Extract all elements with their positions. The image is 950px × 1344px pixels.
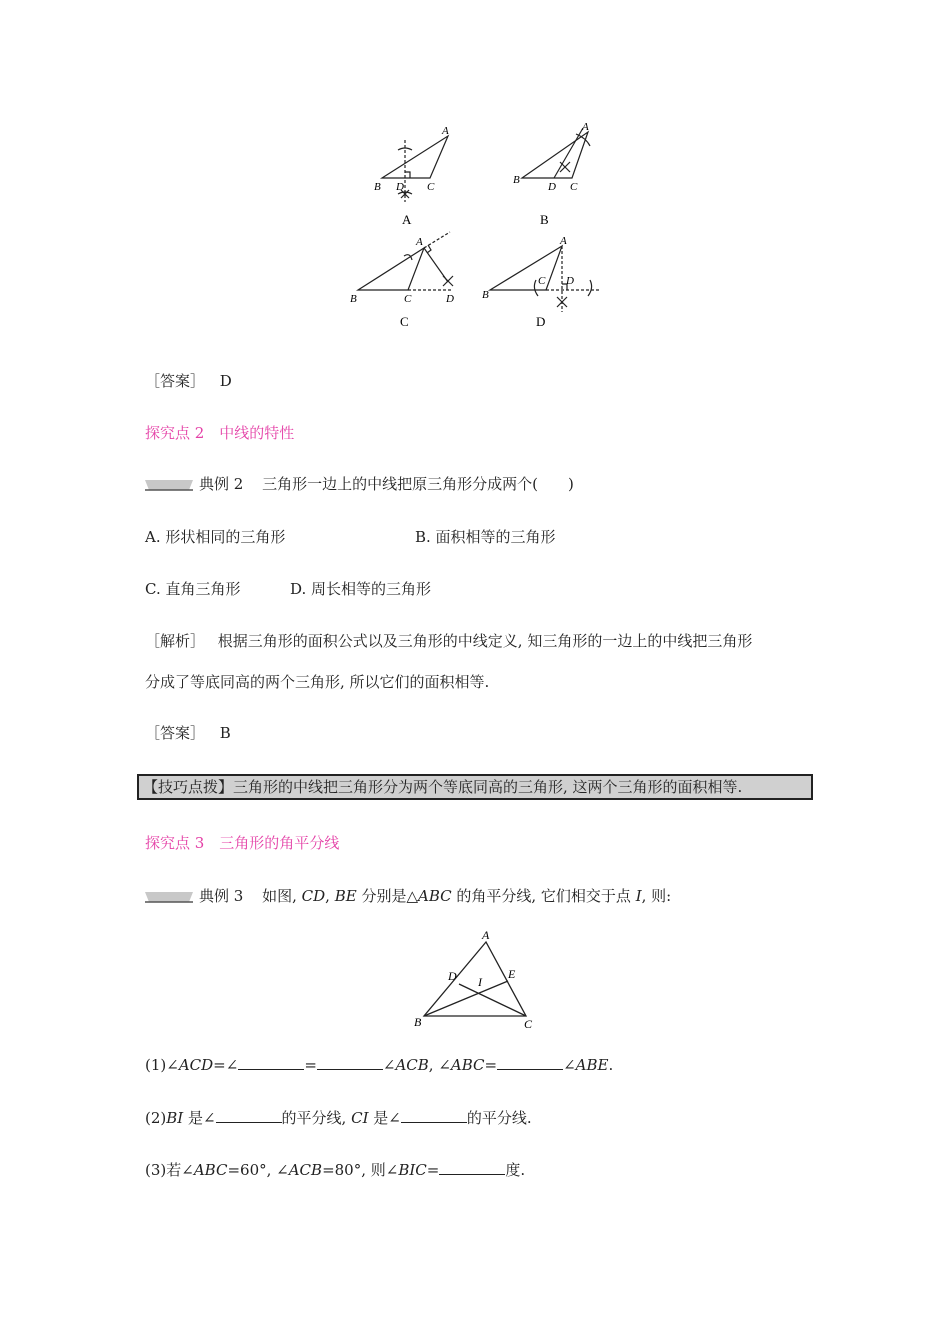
example-3-question: [145, 885, 671, 906]
bisector-cd: [459, 984, 526, 1016]
fig-d-option-label: D: [536, 314, 546, 329]
q1-prefix: (1)∠: [145, 1056, 179, 1074]
q2-ci: CI: [351, 1109, 369, 1127]
answer-label: ［答案］: [145, 724, 206, 742]
q1-acb: ∠ACB: [382, 1056, 429, 1074]
example-marker-icon: [145, 478, 193, 492]
tip-title: 【技巧点拨】: [143, 778, 234, 796]
fig3-point-i: I: [478, 975, 482, 989]
q1-eq2: =: [304, 1056, 317, 1074]
analysis-text-1: 根据三角形的面积公式以及三角形的中线定义, 知三角形的一边上的中线把三角形: [217, 632, 753, 650]
q2-mid3: 是∠: [368, 1109, 401, 1127]
question-2: [145, 1107, 532, 1128]
intro-1: 如图,: [262, 887, 302, 905]
construction-figure: [340, 120, 610, 335]
fig-d-point-b: B: [482, 289, 489, 301]
example-2-label: 典例 2: [199, 475, 244, 493]
q2-mid2: 的平分线,: [281, 1109, 352, 1127]
q3-bic: BIC: [398, 1161, 427, 1179]
fig-b-option-label: B: [540, 212, 549, 227]
answer-2: [145, 722, 231, 743]
option-b: B. 面积相等的三角形: [415, 528, 556, 546]
q1-end: .: [608, 1056, 614, 1074]
intro-i: I: [635, 887, 642, 905]
q3-end: 度.: [505, 1161, 526, 1179]
intro-cd: CD: [301, 887, 326, 905]
fig-c-point-a: A: [416, 236, 423, 248]
fig-c-point-c: C: [404, 293, 412, 305]
figure-option-c: [358, 232, 453, 290]
intro-abc: ABC: [418, 887, 452, 905]
fig-d-point-c: C: [538, 275, 546, 287]
fig-a-point-d: D: [396, 181, 404, 193]
q2-prefix: (2): [145, 1109, 167, 1127]
fig-d-point-a: A: [560, 235, 567, 247]
example-3-label: 典例 3: [199, 887, 244, 905]
answer-value: B: [219, 724, 231, 742]
q3-v2: =80°, 则∠: [322, 1161, 399, 1179]
option-c: C. 直角三角形: [145, 580, 241, 598]
fig-b-point-b: B: [513, 174, 520, 186]
q2-end: 的平分线.: [466, 1109, 532, 1127]
analysis-line-1: [145, 630, 752, 651]
fig-a-option-label: A: [402, 212, 412, 227]
triangle-bisector-figure: [410, 928, 550, 1034]
q1-comma: , ∠: [428, 1056, 451, 1074]
q3-abc: ABC: [193, 1161, 228, 1179]
fig3-point-a: A: [482, 928, 490, 942]
section-2-title: 探究点 2 中线的特性: [145, 424, 295, 442]
intro-be: BE: [334, 887, 357, 905]
analysis-line-2: 分成了等底同高的两个三角形, 所以它们的面积相等.: [145, 673, 490, 691]
example-2-question: [145, 473, 574, 494]
q3-eq: =: [426, 1161, 440, 1179]
analysis-label: ［解析］: [145, 632, 206, 650]
q3-acb: ACB: [288, 1161, 323, 1179]
q1-abc: ABC: [450, 1056, 485, 1074]
tip-box: [137, 774, 813, 800]
q3-blank[interactable]: [439, 1160, 505, 1175]
fig3-point-e: E: [508, 967, 516, 981]
example-marker-icon: [145, 890, 193, 904]
q2-blank-1[interactable]: [216, 1108, 282, 1123]
intro-4: 的角平分线, 它们相交于点: [451, 887, 636, 905]
fig-b-point-d: D: [548, 181, 556, 193]
figure-option-b: [522, 128, 590, 178]
q1-abe: ∠ABE: [563, 1056, 609, 1074]
q2-blank-2[interactable]: [401, 1108, 467, 1123]
answer-value: D: [219, 372, 232, 390]
fig-b-point-a: A: [582, 121, 589, 133]
fig3-point-d: D: [448, 969, 457, 983]
q1-blank-1[interactable]: [238, 1055, 304, 1070]
q3-v1: =60°, ∠: [227, 1161, 289, 1179]
question-1: [145, 1055, 613, 1074]
tip-text: 三角形的中线把三角形分为两个等底同高的三角形, 这两个三角形的面积相等.: [233, 778, 743, 796]
fig-d-point-d: D: [566, 275, 574, 287]
q1-acd: ACD: [178, 1056, 214, 1074]
example-2-text: 三角形一边上的中线把原三角形分成两个( ): [262, 475, 574, 493]
fig3-point-b: B: [414, 1015, 422, 1029]
q1-eq3: =: [484, 1056, 498, 1074]
intro-5: , 则:: [641, 887, 672, 905]
bisector-be: [424, 981, 508, 1016]
q1-blank-3[interactable]: [497, 1055, 563, 1070]
fig-b-point-c: C: [570, 181, 578, 193]
q1-blank-2[interactable]: [317, 1055, 383, 1070]
option-a: A. 形状相同的三角形: [145, 528, 286, 546]
question-3: [145, 1159, 525, 1180]
q2-mid1: 是∠: [183, 1109, 216, 1127]
option-d: D. 周长相等的三角形: [290, 580, 432, 598]
q1-eq1: =∠: [213, 1056, 239, 1074]
section-3-title: 探究点 3 三角形的角平分线: [145, 834, 340, 852]
figure-option-a: [382, 136, 448, 202]
q2-bi: BI: [166, 1109, 184, 1127]
intro-2: ,: [325, 887, 335, 905]
fig-a-point-b: B: [374, 181, 381, 193]
q3-prefix: (3)若∠: [145, 1161, 194, 1179]
fig-c-point-b: B: [350, 293, 357, 305]
answer-label: ［答案］: [145, 372, 206, 390]
fig-c-option-label: C: [400, 314, 409, 329]
fig-c-point-d: D: [446, 293, 454, 305]
fig-a-point-c: C: [427, 181, 435, 193]
fig3-point-c: C: [524, 1017, 533, 1031]
answer-1: [145, 370, 232, 391]
intro-3: 分别是△: [356, 887, 418, 905]
fig-a-point-a: A: [442, 125, 449, 137]
